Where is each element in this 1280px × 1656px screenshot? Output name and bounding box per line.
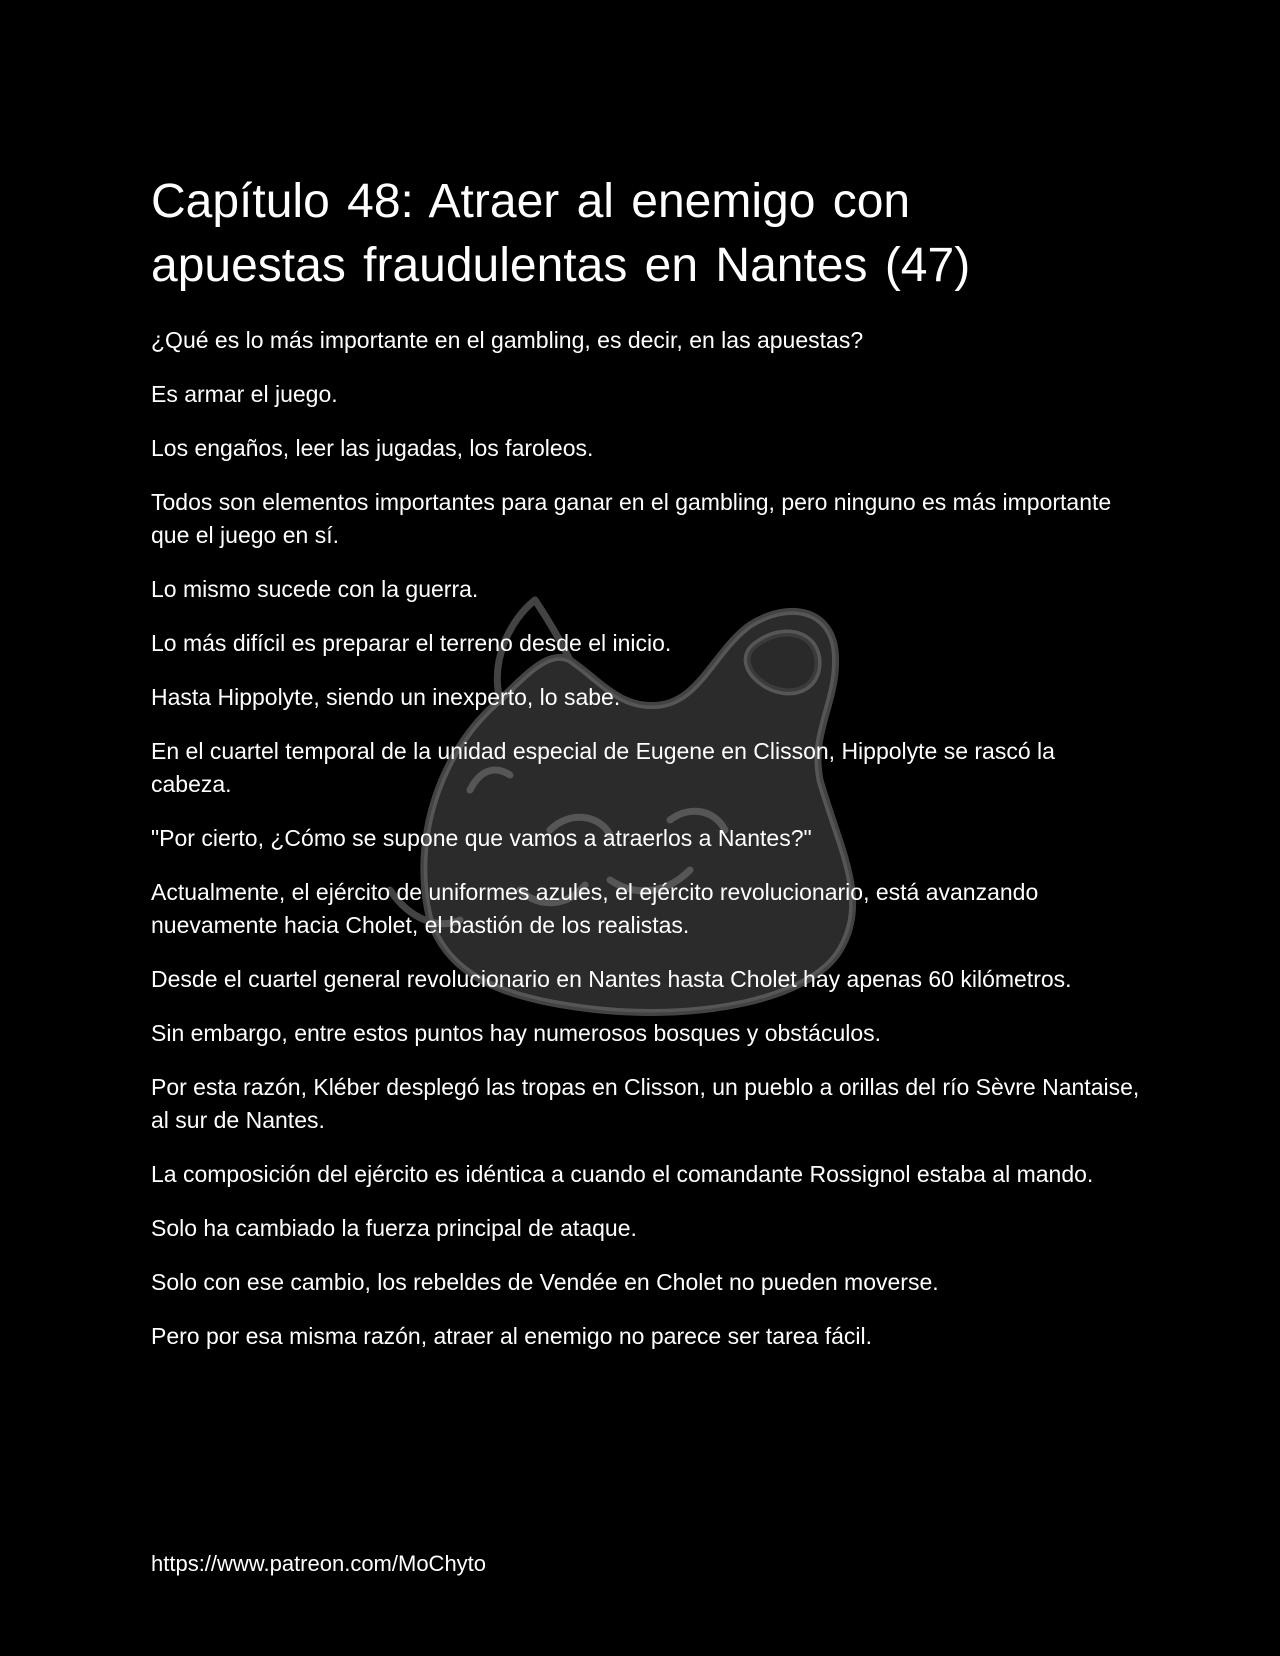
paragraph: Pero por esa misma razón, atraer al enemigo no parece ser tarea fácil. xyxy=(151,1323,873,1349)
chapter-body xyxy=(151,324,1141,1353)
paragraph: Solo con ese cambio, los rebeldes de Vendée en Cholet no pueden moverse. xyxy=(151,1269,939,1295)
paragraph: ¿Qué es lo más importante en el gambling, es decir, en las apuestas? xyxy=(151,327,864,353)
paragraph: Solo ha cambiado la fuerza principal de ataque. xyxy=(151,1215,637,1241)
paragraph: Sin embargo, entre estos puntos hay numerosos bosques y obstáculos. xyxy=(151,1020,882,1046)
chapter-page xyxy=(151,170,1141,1374)
paragraph: Los engaños, leer las jugadas, los faroleos. xyxy=(151,435,594,461)
chapter-title-line-1: Capítulo 48: Atraer al enemigo con xyxy=(151,175,911,228)
chapter-title xyxy=(151,170,1141,298)
paragraph: Lo más difícil es preparar el terreno desde el inicio. xyxy=(151,630,672,656)
paragraph: Todos son elementos importantes para ganar en el gambling, pero ninguno es más importante que el juego en sí. xyxy=(151,489,1112,548)
chapter-title-line-2: apuestas fraudulentas en Nantes (47) xyxy=(151,239,971,292)
paragraph: En el cuartel temporal de la unidad especial de Eugene en Clisson, Hippolyte se rascó la cabeza. xyxy=(151,738,1055,797)
paragraph: Lo mismo sucede con la guerra. xyxy=(151,576,479,602)
paragraph: Por esta razón, Kléber desplegó las tropas en Clisson, un pueblo a orillas del río Sèvre Nantaise, al sur de Nantes. xyxy=(151,1074,1140,1133)
paragraph: "Por cierto, ¿Cómo se supone que vamos a atraerlos a Nantes?" xyxy=(151,825,812,851)
paragraph: La composición del ejército es idéntica a cuando el comandante Rossignol estaba al mando. xyxy=(151,1161,1094,1187)
paragraph: Actualmente, el ejército de uniformes azules, el ejército revolucionario, está avanzando nuevamente hacia Cholet, el bastión de los realistas. xyxy=(151,879,1039,938)
paragraph: Hasta Hippolyte, siendo un inexperto, lo sabe. xyxy=(151,684,621,710)
paragraph: Desde el cuartel general revolucionario en Nantes hasta Cholet hay apenas 60 kilómetros. xyxy=(151,966,1072,992)
patreon-link[interactable]: https://www.patreon.com/MoChyto xyxy=(151,1551,487,1576)
paragraph: Es armar el juego. xyxy=(151,381,338,407)
